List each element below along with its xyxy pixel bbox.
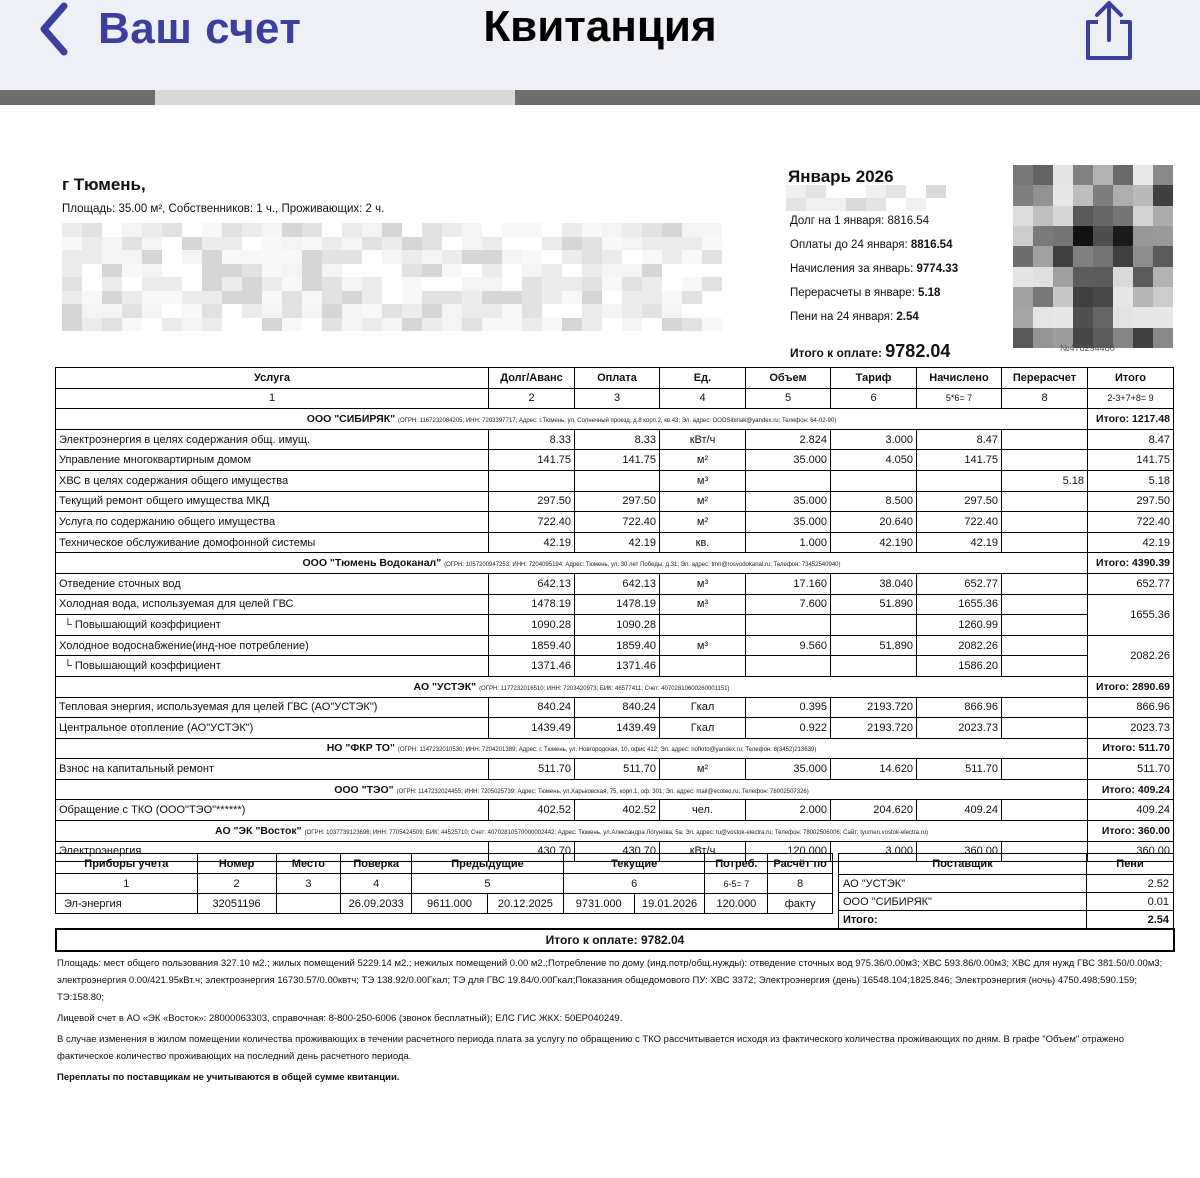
- service-value: 297.50: [489, 491, 575, 512]
- penalty-total-value: 2.54: [1087, 911, 1174, 929]
- service-value: 722.40: [1088, 512, 1174, 533]
- service-value: м²: [660, 759, 746, 780]
- qr-code-redacted: [1013, 165, 1173, 348]
- table-col-header: Ед.: [660, 368, 746, 389]
- service-value: 840.24: [489, 697, 575, 718]
- supplier-total: Итого: 2890.69: [1088, 676, 1174, 697]
- address-city: г Тюмень,: [62, 175, 146, 194]
- service-value: 866.96: [917, 697, 1002, 718]
- meters-col-number: 3: [276, 874, 341, 894]
- service-value: [1002, 594, 1088, 615]
- note-paragraph: Переплаты по поставщикам не учитываются в общей сумме квитанции.: [57, 1072, 400, 1083]
- service-value: 38.040: [831, 573, 917, 594]
- penalties-col-header: Пени: [1087, 854, 1174, 875]
- service-value: 866.96: [1088, 697, 1174, 718]
- service-name: └ Повышающий коэффициент: [56, 615, 489, 636]
- service-name: Обращение с ТКО (ООО"ТЭО"******): [56, 800, 489, 821]
- service-value: 204.620: [831, 800, 917, 821]
- supplier-name-cell: [56, 553, 1088, 574]
- recalc-line: Перерасчеты в январе: 5.18: [790, 287, 941, 299]
- service-value: кВт/ч: [660, 429, 746, 450]
- meter-cell: 19.01.2026: [634, 894, 705, 914]
- service-value: [575, 470, 660, 491]
- supplier-name: АО "УСТЭК": [413, 680, 477, 693]
- service-value: 430.70: [489, 841, 575, 862]
- supplier-name: ООО "Тюмень Водоканал": [302, 557, 442, 570]
- supplier-name-cell: [56, 821, 1088, 842]
- service-value: 120.000: [746, 841, 831, 862]
- table-col-number: 2-3+7+8= 9: [1088, 388, 1174, 409]
- note-paragraph: В случае изменения в жилом помещении количества проживающих в течении расчетного периода плата за услугу по обращению с ТКО рассчитывается исходя из фактического количества проживающих по дням. В графе "Объем" отражено фактическое количество проживающих на последний день расчетного периода.: [57, 1034, 1125, 1062]
- penalty-row: [839, 875, 1174, 893]
- service-value: [746, 615, 831, 636]
- table-col-header: Тариф: [831, 368, 917, 389]
- service-value: 0.395: [746, 697, 831, 718]
- service-name: Центральное отопление (АО"УСТЭК"): [56, 718, 489, 739]
- meters-col-header: Место: [276, 854, 341, 874]
- service-value: 9.560: [746, 635, 831, 656]
- service-value: 1655.36: [1088, 594, 1174, 635]
- service-value: кВт/ч: [660, 841, 746, 862]
- supplier-row: [56, 821, 1174, 842]
- penalty-total-row: [839, 911, 1174, 929]
- area-info: Площадь: 35.00 м², Собственников: 1 ч., Проживающих: 2 ч.: [62, 203, 385, 215]
- navigation-bar: [0, 0, 1200, 90]
- service-value: 8.47: [917, 429, 1002, 450]
- service-value: 35.000: [746, 759, 831, 780]
- redacted-month-block: [786, 185, 946, 211]
- service-value: 840.24: [575, 697, 660, 718]
- service-value: [831, 656, 917, 677]
- service-name: Техническое обслуживание домофонной системы: [56, 532, 489, 553]
- service-value: 642.13: [489, 573, 575, 594]
- service-value: 1655.36: [917, 594, 1002, 615]
- service-value: м³: [660, 470, 746, 491]
- supplier-details: (ОГРН: 1037739123696; ИНН: 7705424509; БИК: 44525710; Счет: 40702810570000002442; Адрес: Тюмень, ул.Александра Логунова, 5а; Эл. адрес: tu@vostok-electra.ru; Телефон: 78002506006; Сайт: tyumen.vostok-electra.ru): [304, 829, 928, 836]
- meters-col-header: Расчёт по: [768, 854, 833, 874]
- meters-col-number: 4: [341, 874, 412, 894]
- meter-cell: 20.12.2025: [487, 894, 563, 914]
- receipt-document: [0, 105, 1200, 1178]
- service-value: 2023.73: [917, 718, 1002, 739]
- meters-number-row: [56, 874, 833, 894]
- meters-col-number: 1: [56, 874, 198, 894]
- penalty-supplier: АО "УСТЭК": [839, 875, 1087, 893]
- service-name: └ Повышающий коэффициент: [56, 656, 489, 677]
- meters-col-header: Поверка: [341, 854, 412, 874]
- table-col-number: 1: [56, 388, 489, 409]
- service-value: 1859.40: [489, 635, 575, 656]
- service-value: 2.000: [746, 800, 831, 821]
- service-value: 722.40: [917, 512, 1002, 533]
- meters-col-number: 6: [563, 874, 705, 894]
- meters-col-header: Номер: [197, 854, 276, 874]
- service-value: [917, 470, 1002, 491]
- service-value: [1002, 718, 1088, 739]
- table-col-number: 6: [831, 388, 917, 409]
- balance-summary: [790, 209, 958, 329]
- service-name: Отведение сточных вод: [56, 573, 489, 594]
- service-value: 297.50: [1088, 491, 1174, 512]
- service-name: Электроэнергия в целях содержания общ. имущ.: [56, 429, 489, 450]
- service-name: ХВС в целях содержания общего имущества: [56, 470, 489, 491]
- supplier-name: ООО "ТЭО": [334, 783, 394, 796]
- supplier-name: АО "ЭК "Восток": [215, 824, 302, 837]
- service-value: 1478.19: [489, 594, 575, 615]
- service-value: [660, 615, 746, 636]
- service-value: 1859.40: [575, 635, 660, 656]
- service-row: [56, 573, 1174, 594]
- service-value: 409.24: [917, 800, 1002, 821]
- redacted-address-block: [62, 223, 722, 331]
- supplier-details: (ОГРН: 1147232024455; ИНН: 7205025739; Адрес: Тюмень, ул.Харьковская, 75, корп.1, оф. 301; Эл. адрес: mail@ecoteo.ru; Телефон: 78002507326): [396, 788, 809, 795]
- service-value: м³: [660, 635, 746, 656]
- table-header-row: [56, 368, 1174, 389]
- service-value: [1002, 615, 1088, 636]
- notes-section: [57, 955, 1172, 1090]
- supplier-total: Итого: 1217.48: [1088, 409, 1174, 430]
- service-value: 4.050: [831, 450, 917, 471]
- supplier-name-cell: [56, 738, 1088, 759]
- service-value: [1002, 429, 1088, 450]
- service-value: 42.190: [831, 532, 917, 553]
- service-row: [56, 656, 1174, 677]
- penalties-col-header: Поставщик: [839, 854, 1087, 875]
- progress-fill: [155, 90, 515, 105]
- meters-col-number: 8: [768, 874, 833, 894]
- meter-cell: [276, 894, 341, 914]
- table-col-number: 5: [746, 388, 831, 409]
- service-value: [831, 615, 917, 636]
- supplier-row: [56, 409, 1174, 430]
- supplier-details: (ОГРН: 1177232016510; ИНН: 7203420973; БИК: 46577411; Счет: 40702810600260001151): [479, 685, 730, 692]
- service-value: 5.18: [1088, 470, 1174, 491]
- service-value: 2193.720: [831, 718, 917, 739]
- service-row: [56, 512, 1174, 533]
- service-value: 1.000: [746, 532, 831, 553]
- service-value: 402.52: [575, 800, 660, 821]
- supplier-row: [56, 779, 1174, 800]
- service-value: 42.19: [575, 532, 660, 553]
- service-value: 360.00: [1088, 841, 1174, 862]
- supplier-details: (ОГРН: 1057200947253; ИНН: 7204095194; Адрес: Тюмень, ул. 30 лет Победы, д.31; Эл. адрес: tmn@rosvodokanal.ru; Телефон: 73452540940): [444, 562, 841, 569]
- supplier-details: (ОГРН: 1167232084205; ИНН: 7203397717; Адрес: г.Тюмень, ул. Солнечный проезд, д.8 корп.2, кв.43; Эл. адрес: OOOSibiriak@yandex.ru; Телефон: 64-02-90): [398, 417, 837, 424]
- service-value: [1002, 512, 1088, 533]
- meters-col-number: 6-5= 7: [705, 874, 768, 894]
- table-col-number: 2: [489, 388, 575, 409]
- meter-cell: 9731.000: [563, 894, 634, 914]
- service-value: 511.70: [489, 759, 575, 780]
- service-value: 652.77: [917, 573, 1002, 594]
- accrued-line: Начисления за январь: 9774.33: [790, 263, 959, 275]
- table-col-header: Начислено: [917, 368, 1002, 389]
- supplier-name-cell: [56, 779, 1088, 800]
- service-row: [56, 718, 1174, 739]
- service-row: [56, 491, 1174, 512]
- chevron-left-icon: [38, 2, 72, 56]
- service-name: Взнос на капитальный ремонт: [56, 759, 489, 780]
- meter-cell: 120.000: [705, 894, 768, 914]
- service-value: 511.70: [917, 759, 1002, 780]
- service-value: 2.824: [746, 429, 831, 450]
- table-col-number: 3: [575, 388, 660, 409]
- service-name: Управление многоквартирным домом: [56, 450, 489, 471]
- debt-line: Долг на 1 января: 8816.54: [790, 215, 930, 227]
- service-value: [1002, 491, 1088, 512]
- table-col-number: 5*6= 7: [917, 388, 1002, 409]
- meters-col-header: Потреб.: [705, 854, 768, 874]
- service-row: [56, 759, 1174, 780]
- service-value: 8.33: [489, 429, 575, 450]
- service-value: 42.19: [917, 532, 1002, 553]
- share-icon[interactable]: [1080, 0, 1138, 62]
- service-value: 17.160: [746, 573, 831, 594]
- service-value: 1090.28: [489, 615, 575, 636]
- penalty-amount: 2.52: [1087, 875, 1174, 893]
- service-value: 2193.720: [831, 697, 917, 718]
- table-col-header: Долг/Аванс: [489, 368, 575, 389]
- supplier-total: Итого: 409.24: [1088, 779, 1174, 800]
- service-value: 42.19: [489, 532, 575, 553]
- billing-month: Январь 2026: [788, 167, 894, 186]
- service-value: 297.50: [917, 491, 1002, 512]
- service-value: 1371.46: [489, 656, 575, 677]
- service-value: 2082.26: [917, 635, 1002, 656]
- meters-col-header: Предыдущие: [412, 854, 564, 874]
- service-value: 7.600: [746, 594, 831, 615]
- service-value: [1002, 532, 1088, 553]
- payments-line: Оплаты до 24 января: 8816.54: [790, 239, 953, 251]
- meters-col-number: 2: [197, 874, 276, 894]
- meters-col-header: Текущие: [563, 854, 705, 874]
- service-value: [1002, 800, 1088, 821]
- service-value: 3.000: [831, 841, 917, 862]
- supplier-row: [56, 553, 1174, 574]
- service-value: [660, 656, 746, 677]
- services-table: [55, 367, 1174, 862]
- service-value: [1002, 450, 1088, 471]
- service-value: 430.70: [575, 841, 660, 862]
- service-value: 35.000: [746, 512, 831, 533]
- page-title: Квитанция: [483, 2, 717, 51]
- meter-cell: 32051196: [197, 894, 276, 914]
- service-value: Гкал: [660, 718, 746, 739]
- service-name: Текущий ремонт общего имущества МКД: [56, 491, 489, 512]
- service-value: 642.13: [575, 573, 660, 594]
- table-col-header: Объем: [746, 368, 831, 389]
- table-col-number: 4: [660, 388, 746, 409]
- service-value: чел.: [660, 800, 746, 821]
- service-value: 409.24: [1088, 800, 1174, 821]
- penalty-line: Пени на 24 января: 2.54: [790, 311, 919, 323]
- service-row: [56, 635, 1174, 656]
- service-name: Тепловая энергия, используемая для целей ГВС (АО"УСТЭК"): [56, 697, 489, 718]
- service-row: [56, 615, 1174, 636]
- service-value: [831, 470, 917, 491]
- loading-progress-bar: [0, 90, 1200, 105]
- service-value: 297.50: [575, 491, 660, 512]
- meter-cell: факту: [768, 894, 833, 914]
- service-value: м²: [660, 491, 746, 512]
- service-value: 141.75: [575, 450, 660, 471]
- service-value: 1439.49: [489, 718, 575, 739]
- service-value: 1260.99: [917, 615, 1002, 636]
- service-value: 8.47: [1088, 429, 1174, 450]
- service-value: [746, 470, 831, 491]
- note-paragraph: Лицевой счет в АО «ЭК «Восток»: 28000063303, справочная: 8-800-250-6006 (звонок бесплатный); ЕЛС ГИС ЖКХ: 50ЕР040249.: [57, 1013, 623, 1024]
- supplier-name-cell: [56, 676, 1088, 697]
- meters-col-number: 5: [412, 874, 564, 894]
- service-value: 0.922: [746, 718, 831, 739]
- service-name: Электроэнергия: [56, 841, 489, 862]
- service-value: [1002, 656, 1088, 677]
- service-value: [1002, 635, 1088, 656]
- service-row: [56, 594, 1174, 615]
- service-value: 8.500: [831, 491, 917, 512]
- service-value: Гкал: [660, 697, 746, 718]
- meters-header-row: [56, 854, 833, 874]
- penalties-header-row: [839, 854, 1174, 875]
- meter-cell: Эл-энергия: [56, 894, 198, 914]
- service-name: Холодная вода, используемая для целей ГВС: [56, 594, 489, 615]
- supplier-total: Итого: 511.70: [1088, 738, 1174, 759]
- service-row: [56, 470, 1174, 491]
- service-value: 1586.20: [917, 656, 1002, 677]
- service-row: [56, 429, 1174, 450]
- service-value: 51.890: [831, 594, 917, 615]
- table-number-row: [56, 388, 1174, 409]
- note-paragraph: Площадь: мест общего пользования 327.10 м2.; жилых помещений 5229.14 м2.; нежилых помещений 0.00 м2.;Потребление по дому (инд.потр/общ.нужды): отведение сточных вод 975.36/0.00м3; ХВС 593.86/0.00м3; ХВС для нужд ГВС 381.50/0.00м3; электроэнергия 0.00/421.95кВт.ч; электроэнергия 16730.57/0.00квтч; ТЭ 138.92/0.00Гкал; ТЭ для ГВС 19.84/0.00Гкал;Показания общедомового ПУ: ХВС 3372; Электроэнергия (день) 16548.104;1825.846; Электроэнергия (ночь) 4750.498;590.159; ТЭ:158.80;: [57, 958, 1163, 1003]
- service-value: 1090.28: [575, 615, 660, 636]
- service-value: 42.19: [1088, 532, 1174, 553]
- supplier-name: ООО "СИБИРЯК": [306, 412, 396, 425]
- service-value: 51.890: [831, 635, 917, 656]
- service-value: 20.640: [831, 512, 917, 533]
- supplier-row: [56, 676, 1174, 697]
- back-label: Ваш счет: [98, 4, 302, 53]
- table-col-header: Оплата: [575, 368, 660, 389]
- service-value: 141.75: [489, 450, 575, 471]
- table-col-number: 8: [1002, 388, 1088, 409]
- service-value: 511.70: [1088, 759, 1174, 780]
- penalty-row: [839, 893, 1174, 911]
- penalty-total-label: Итого:: [839, 911, 1087, 929]
- supplier-row: [56, 738, 1174, 759]
- meters-col-header: Приборы учета: [56, 854, 198, 874]
- back-button[interactable]: [38, 2, 301, 56]
- service-value: м²: [660, 450, 746, 471]
- penalties-table: [838, 853, 1174, 929]
- supplier-name-cell: [56, 409, 1088, 430]
- service-value: [1002, 697, 1088, 718]
- meter-cell: 9611.000: [412, 894, 488, 914]
- service-value: [1002, 759, 1088, 780]
- service-value: 1439.49: [575, 718, 660, 739]
- service-value: [1002, 573, 1088, 594]
- service-value: 5.18: [1002, 470, 1088, 491]
- service-value: 141.75: [1088, 450, 1174, 471]
- table-col-header: Итого: [1088, 368, 1174, 389]
- meters-table: [55, 853, 833, 914]
- service-row: [56, 450, 1174, 471]
- service-value: 360.00: [917, 841, 1002, 862]
- service-value: 722.40: [575, 512, 660, 533]
- service-value: 1478.19: [575, 594, 660, 615]
- table-col-header: Перерасчет: [1002, 368, 1088, 389]
- service-value: 1371.46: [575, 656, 660, 677]
- penalty-amount: 0.01: [1087, 893, 1174, 911]
- table-col-header: Услуга: [56, 368, 489, 389]
- supplier-details: (ОГРН: 1147232010530; ИНН: 7204201389; Адрес: г. Тюмень, ул. Новгородская, 10, офис 412; Эл. адрес: nofkrto@yandex.ru; Телефон: 8(3452)213639): [397, 747, 817, 754]
- grand-total: Итого к оплате: 9782.04: [55, 928, 1175, 952]
- service-value: 14.620: [831, 759, 917, 780]
- service-value: 35.000: [746, 450, 831, 471]
- service-value: [746, 656, 831, 677]
- service-value: м³: [660, 594, 746, 615]
- penalty-supplier: ООО "СИБИРЯК": [839, 893, 1087, 911]
- supplier-name: НО "ФКР ТО": [326, 742, 395, 755]
- qr-caption: №478294480: [1060, 343, 1115, 353]
- total-to-pay: Итого к оплате: 9782.04: [790, 341, 951, 361]
- service-name: Холодное водоснабжение(инд-ное потребление): [56, 635, 489, 656]
- service-value: 35.000: [746, 491, 831, 512]
- service-value: 511.70: [575, 759, 660, 780]
- meter-row: [56, 894, 833, 914]
- service-value: кв.: [660, 532, 746, 553]
- supplier-total: Итого: 360.00: [1088, 821, 1174, 842]
- service-value: [489, 470, 575, 491]
- service-value: 3.000: [831, 429, 917, 450]
- service-value: 8.33: [575, 429, 660, 450]
- service-row: [56, 532, 1174, 553]
- service-value: 2023.73: [1088, 718, 1174, 739]
- service-value: м²: [660, 512, 746, 533]
- service-value: 722.40: [489, 512, 575, 533]
- service-value: 2082.26: [1088, 635, 1174, 676]
- service-row: [56, 800, 1174, 821]
- supplier-total: Итого: 4390.39: [1088, 553, 1174, 574]
- service-value: 141.75: [917, 450, 1002, 471]
- service-row: [56, 697, 1174, 718]
- service-value: 652.77: [1088, 573, 1174, 594]
- service-value: м³: [660, 573, 746, 594]
- meter-cell: 26.09.2033: [341, 894, 412, 914]
- service-value: 402.52: [489, 800, 575, 821]
- service-name: Услуга по содержанию общего имущества: [56, 512, 489, 533]
